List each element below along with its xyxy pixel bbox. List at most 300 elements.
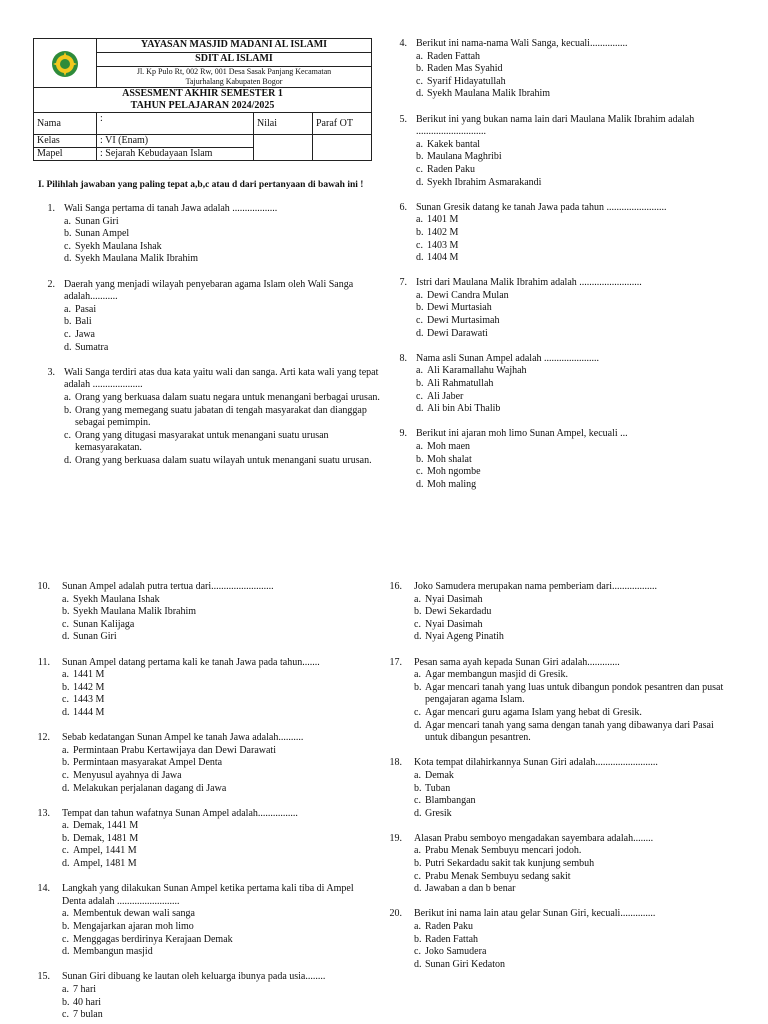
answer-option[interactable] bbox=[416, 454, 736, 467]
option-text: Jawa bbox=[75, 328, 95, 340]
question-text: Sunan Ampel adalah putra tertua dari......................... bbox=[62, 581, 274, 592]
answer-option[interactable] bbox=[414, 669, 736, 682]
option-letter: d. bbox=[414, 807, 422, 819]
question-text: Kota tempat dilahirkannya Sunan Giri adalah......................... bbox=[414, 757, 658, 769]
question-body bbox=[416, 202, 736, 265]
school-year: TAHUN PELAJARAN 2024/2025 bbox=[130, 100, 275, 111]
class-label: Kelas bbox=[34, 135, 97, 148]
address-line-2: Tajurhalang Kabupaten Bogor bbox=[185, 76, 283, 86]
option-text: Raden Paku bbox=[425, 921, 474, 933]
question-number: 12. bbox=[37, 732, 50, 744]
instruction: I. Pilihlah jawaban yang paling tepat a,b,c atau d dari pertanyaan di bawah ini ! bbox=[38, 180, 364, 190]
answer-option[interactable] bbox=[64, 455, 382, 468]
option-list bbox=[62, 745, 370, 795]
answer-option[interactable] bbox=[414, 720, 736, 745]
option-text: Dewi Sekardadu bbox=[425, 606, 492, 618]
option-text: Moh maling bbox=[427, 478, 477, 490]
option-text: Menggagas berdirinya Kerajaan Demak bbox=[73, 933, 233, 945]
option-letter: a. bbox=[416, 365, 423, 377]
answer-option[interactable] bbox=[414, 682, 736, 707]
answer-option[interactable] bbox=[62, 669, 370, 682]
option-text: Ampel, 1481 M bbox=[73, 858, 137, 870]
question-number: 13. bbox=[37, 807, 50, 819]
answer-option[interactable] bbox=[62, 997, 370, 1010]
school-logo-icon bbox=[50, 49, 80, 79]
option-letter: b. bbox=[414, 606, 422, 618]
option-letter: a. bbox=[416, 138, 423, 150]
option-letter: c. bbox=[416, 239, 423, 251]
option-text: Raden Fattah bbox=[425, 933, 479, 945]
answer-option[interactable] bbox=[416, 302, 736, 315]
answer-option[interactable] bbox=[416, 378, 736, 391]
option-text: Nyai Dasimah bbox=[425, 593, 483, 605]
answer-option[interactable] bbox=[416, 391, 736, 404]
answer-option[interactable] bbox=[416, 151, 736, 164]
question-text: Sunan Giri dibuang ke lautan oleh keluarga ibunya pada usia........ bbox=[62, 971, 326, 983]
question-body bbox=[62, 971, 370, 1021]
option-letter: b. bbox=[414, 858, 422, 870]
questions-column-1 bbox=[38, 203, 382, 467]
option-letter: a. bbox=[62, 669, 69, 681]
question-text: Alasan Prabu semboyo mengadakan sayembara adalah........ bbox=[414, 832, 654, 844]
option-text: Mengajarkan ajaran moh limo bbox=[73, 921, 194, 933]
option-letter: b. bbox=[62, 996, 70, 1008]
question-18 bbox=[388, 757, 736, 820]
question-text: Sunan Gresik datang ke tanah Jawa pada tahun ........................ bbox=[416, 201, 667, 213]
answer-option[interactable] bbox=[414, 871, 736, 884]
option-letter: a. bbox=[64, 303, 71, 315]
option-letter: c. bbox=[414, 870, 421, 882]
option-text: 1443 M bbox=[73, 694, 105, 706]
logo-cell bbox=[34, 39, 97, 88]
option-letter: a. bbox=[414, 921, 421, 933]
header-table bbox=[33, 38, 372, 161]
answer-option[interactable] bbox=[416, 315, 736, 328]
subject-label: Mapel bbox=[34, 148, 97, 161]
option-letter: b. bbox=[416, 151, 424, 163]
answer-option[interactable] bbox=[416, 466, 736, 479]
answer-option[interactable] bbox=[416, 441, 736, 454]
option-letter: b. bbox=[414, 933, 422, 945]
option-list bbox=[62, 820, 370, 870]
question-text: Langkah yang dilakukan Sunan Ampel ketika pertama kali tiba di Ampel Denta adalah ......................... bbox=[62, 883, 354, 907]
question-5 bbox=[390, 114, 736, 190]
question-body bbox=[62, 732, 370, 795]
option-letter: c. bbox=[62, 845, 69, 857]
option-text: Syekh Maulana Ishak bbox=[73, 593, 160, 605]
option-text: Demak bbox=[425, 769, 454, 781]
parent-sign-box[interactable] bbox=[313, 135, 372, 161]
question-text: Daerah yang menjadi wilayah penyebaran agama Islam oleh Wali Sanga adalah........... bbox=[64, 278, 354, 303]
school-address bbox=[97, 66, 372, 87]
question-16 bbox=[388, 581, 736, 644]
option-letter: c. bbox=[62, 933, 69, 945]
option-letter: d. bbox=[414, 883, 422, 895]
answer-option[interactable] bbox=[416, 164, 736, 177]
name-label: Nama bbox=[34, 113, 97, 135]
answer-option[interactable] bbox=[416, 177, 736, 190]
option-letter: c. bbox=[414, 795, 421, 807]
option-letter: b. bbox=[416, 378, 424, 390]
question-text: Sunan Ampel datang pertama kali ke tanah Jawa pada tahun....... bbox=[62, 656, 320, 668]
option-letter: b. bbox=[416, 453, 424, 465]
question-12 bbox=[36, 732, 370, 795]
answer-option[interactable] bbox=[414, 619, 736, 632]
answer-option[interactable] bbox=[416, 290, 736, 303]
foundation-name: YAYASAN MASJID MADANI AL ISLAMI bbox=[97, 39, 372, 53]
option-text: Maulana Maghribi bbox=[427, 151, 502, 163]
answer-option[interactable] bbox=[64, 241, 382, 254]
option-text: Orang yang memegang suatu jabatan di tengah masyarakat dan dianggap sebagai pemimpin. bbox=[75, 404, 367, 429]
option-letter: a. bbox=[62, 744, 69, 756]
answer-option[interactable] bbox=[64, 329, 382, 342]
option-text: Orang yang ditugasi masyarakat untuk menangani suatu urusan kemasyarakatan. bbox=[75, 429, 329, 454]
option-letter: c. bbox=[64, 429, 71, 441]
exam-title-cell bbox=[34, 88, 372, 113]
option-letter: d. bbox=[416, 403, 424, 415]
option-list bbox=[414, 921, 736, 971]
option-text: Agar mencari guru agama Islam yang hebat di Gresik. bbox=[425, 706, 642, 718]
option-text: 7 hari bbox=[73, 984, 97, 995]
option-text: 1402 M bbox=[427, 226, 459, 238]
answer-option[interactable] bbox=[64, 392, 382, 405]
option-text: Joko Samudera bbox=[425, 946, 487, 958]
answer-option[interactable] bbox=[414, 606, 736, 619]
option-text: Moh ngombe bbox=[427, 466, 481, 478]
answer-option[interactable] bbox=[62, 745, 370, 758]
question-body bbox=[416, 114, 736, 190]
option-text: Raden Paku bbox=[427, 163, 476, 175]
option-text: 7 bulan bbox=[73, 1009, 103, 1021]
option-letter: d. bbox=[64, 341, 72, 353]
answer-option[interactable] bbox=[62, 619, 370, 632]
option-text: Sunan Ampel bbox=[75, 228, 130, 240]
question-body bbox=[64, 203, 382, 266]
option-letter: b. bbox=[62, 757, 70, 769]
question-17 bbox=[388, 657, 736, 745]
answer-option[interactable] bbox=[416, 240, 736, 253]
option-letter: a. bbox=[414, 845, 421, 857]
option-text: Sunan Giri Kedaton bbox=[425, 958, 505, 970]
option-letter: b. bbox=[416, 63, 424, 75]
answer-option[interactable] bbox=[416, 252, 736, 265]
option-letter: b. bbox=[414, 681, 422, 693]
option-text: Syekh Maulana Malik Ibrahim bbox=[427, 88, 551, 100]
option-letter: a. bbox=[64, 215, 71, 227]
answer-option[interactable] bbox=[416, 365, 736, 378]
option-text: Sumatra bbox=[75, 341, 109, 353]
answer-option[interactable] bbox=[62, 820, 370, 833]
option-letter: a. bbox=[416, 214, 423, 226]
answer-option[interactable] bbox=[62, 908, 370, 921]
option-letter: d. bbox=[62, 858, 70, 870]
option-text: Dewi Darawati bbox=[427, 327, 488, 339]
question-number: 11. bbox=[37, 656, 50, 668]
option-text: Sunan Giri bbox=[73, 631, 117, 643]
question-number: 3. bbox=[47, 366, 55, 378]
option-text: Demak, 1481 M bbox=[73, 832, 139, 844]
answer-option[interactable] bbox=[416, 479, 736, 492]
answer-option[interactable] bbox=[62, 694, 370, 707]
option-letter: c. bbox=[64, 240, 71, 252]
option-text: Dewi Candra Mulan bbox=[427, 289, 509, 301]
answer-option[interactable] bbox=[416, 227, 736, 240]
option-text: Jawaban a dan b benar bbox=[425, 883, 516, 895]
option-text: Membentuk dewan wali sanga bbox=[73, 908, 195, 920]
question-number: 8. bbox=[399, 352, 407, 364]
question-body bbox=[64, 367, 382, 468]
answer-option[interactable] bbox=[64, 316, 382, 329]
question-text: Berikut ini ajaran moh limo Sunan Ampel, kecuali ... bbox=[416, 428, 628, 440]
answer-option[interactable] bbox=[62, 707, 370, 720]
answer-option[interactable] bbox=[64, 405, 382, 430]
score-box[interactable] bbox=[254, 135, 313, 161]
option-letter: a. bbox=[62, 908, 69, 920]
question-text: Wali Sanga pertama di tanah Jawa adalah .................. bbox=[64, 203, 278, 214]
answer-option[interactable] bbox=[62, 631, 370, 644]
question-body bbox=[414, 757, 736, 820]
question-number: 15. bbox=[37, 971, 50, 983]
option-letter: b. bbox=[64, 228, 72, 240]
answer-option[interactable] bbox=[62, 682, 370, 695]
answer-option[interactable] bbox=[62, 833, 370, 846]
question-6 bbox=[390, 202, 736, 265]
option-text: Sunan Kalijaga bbox=[73, 618, 135, 630]
option-letter: d. bbox=[416, 252, 424, 264]
option-letter: a. bbox=[64, 391, 71, 403]
option-letter: d. bbox=[414, 631, 422, 643]
question-text: Pesan sama ayah kepada Sunan Giri adalah............. bbox=[414, 656, 620, 668]
option-text: Raden Fattah bbox=[427, 50, 481, 62]
question-number: 14. bbox=[37, 883, 50, 895]
answer-option[interactable] bbox=[64, 228, 382, 241]
option-text: 1403 M bbox=[427, 239, 459, 251]
question-text: Wali Sanga terdiri atas dua kata yaitu wali dan sanga. Arti kata wali yang tepat adalah .................... bbox=[64, 366, 379, 391]
option-letter: b. bbox=[62, 832, 70, 844]
option-letter: b. bbox=[62, 921, 70, 933]
option-text: Orang yang berkuasa dalam suatu wilayah untuk menangani suatu urusan. bbox=[75, 454, 372, 466]
answer-option[interactable] bbox=[414, 883, 736, 896]
answer-option[interactable] bbox=[64, 430, 382, 455]
answer-option[interactable] bbox=[62, 946, 370, 959]
answer-option[interactable] bbox=[62, 1009, 370, 1022]
option-letter: c. bbox=[416, 390, 423, 402]
option-letter: c. bbox=[414, 946, 421, 958]
parent-sign-label: Paraf OT bbox=[313, 113, 372, 135]
option-text: Putri Sekardadu sakit tak kunjung sembuh bbox=[425, 858, 595, 870]
answer-option[interactable] bbox=[64, 253, 382, 266]
question-body bbox=[414, 908, 736, 971]
answer-option[interactable] bbox=[416, 51, 736, 64]
question-text: Berikut ini nama lain atau gelar Sunan Giri, kecuali.............. bbox=[414, 908, 656, 920]
answer-option[interactable] bbox=[414, 858, 736, 871]
option-text: 1404 M bbox=[427, 252, 459, 264]
option-list bbox=[416, 214, 736, 264]
answer-option[interactable] bbox=[62, 783, 370, 796]
answer-option[interactable] bbox=[414, 921, 736, 934]
option-text: Ali Karamallahu Wajhah bbox=[427, 365, 527, 377]
answer-option[interactable] bbox=[416, 76, 736, 89]
option-text: Permintaan masyarakat Ampel Denta bbox=[73, 757, 223, 769]
option-list bbox=[64, 392, 382, 468]
question-body bbox=[62, 883, 370, 959]
answer-option[interactable] bbox=[414, 934, 736, 947]
question-1 bbox=[38, 203, 382, 266]
answer-option[interactable] bbox=[414, 795, 736, 808]
option-letter: a. bbox=[416, 50, 423, 62]
option-text: Melakukan perjalanan dagang di Jawa bbox=[73, 782, 227, 794]
option-letter: b. bbox=[64, 316, 72, 328]
option-text: Agar mencari tanah yang sama dengan tanah yang dibawanya dari Pasai untuk dibangun pesantren. bbox=[425, 719, 714, 744]
answer-option[interactable] bbox=[62, 984, 370, 997]
option-text: Tuban bbox=[425, 782, 451, 794]
answer-option[interactable] bbox=[414, 707, 736, 720]
option-text: Moh shalat bbox=[427, 453, 472, 465]
answer-option[interactable] bbox=[416, 63, 736, 76]
answer-option[interactable] bbox=[62, 594, 370, 607]
option-letter: a. bbox=[62, 593, 69, 605]
option-list bbox=[416, 441, 736, 491]
questions-column-2 bbox=[390, 38, 736, 491]
option-list bbox=[64, 216, 382, 266]
option-text: Syekh Ibrahim Asmarakandi bbox=[427, 176, 542, 188]
answer-option[interactable] bbox=[64, 342, 382, 355]
question-number: 7. bbox=[399, 277, 407, 289]
answer-option[interactable] bbox=[414, 631, 736, 644]
option-letter: c. bbox=[64, 328, 71, 340]
option-text: Pasai bbox=[75, 303, 97, 315]
option-list bbox=[414, 845, 736, 895]
answer-option[interactable] bbox=[414, 946, 736, 959]
name-field[interactable]: : bbox=[97, 113, 254, 135]
question-text: Nama asli Sunan Ampel adalah ...................... bbox=[416, 352, 600, 364]
answer-option[interactable] bbox=[416, 403, 736, 416]
answer-option[interactable] bbox=[416, 214, 736, 227]
option-letter: d. bbox=[62, 946, 70, 958]
address-line-1: Jl. Kp Pulo Rt, 002 Rw, 001 Desa Sasak Panjang Kecamatan bbox=[136, 67, 332, 77]
answer-option[interactable] bbox=[414, 845, 736, 858]
option-text: Agar membangun masjid di Gresik. bbox=[425, 669, 569, 681]
question-body bbox=[62, 581, 370, 644]
option-text: Ampel, 1441 M bbox=[73, 845, 137, 857]
answer-option[interactable] bbox=[62, 757, 370, 770]
answer-option[interactable] bbox=[62, 858, 370, 871]
question-10 bbox=[36, 581, 370, 644]
question-4 bbox=[390, 38, 736, 101]
option-list bbox=[414, 669, 736, 745]
question-body bbox=[414, 833, 736, 896]
option-letter: d. bbox=[62, 631, 70, 643]
option-letter: c. bbox=[414, 706, 421, 718]
answer-option[interactable] bbox=[62, 606, 370, 619]
answer-option[interactable] bbox=[414, 959, 736, 972]
question-body bbox=[416, 353, 736, 416]
option-text: 1442 M bbox=[73, 681, 105, 693]
option-letter: d. bbox=[416, 176, 424, 188]
option-letter: b. bbox=[414, 782, 422, 794]
answer-option[interactable] bbox=[416, 328, 736, 341]
option-letter: b. bbox=[416, 226, 424, 238]
option-letter: a. bbox=[416, 441, 423, 452]
question-body bbox=[414, 657, 736, 745]
option-letter: c. bbox=[62, 769, 69, 781]
option-text: Prabu Menak Sembuyu sedang sakit bbox=[425, 870, 571, 882]
answer-option[interactable] bbox=[414, 783, 736, 796]
option-text: Agar mencari tanah yang luas untuk dibangun pondok pesantren dan pusat pengajaran agama Islam. bbox=[425, 681, 724, 706]
answer-option[interactable] bbox=[414, 808, 736, 821]
option-letter: d. bbox=[416, 327, 424, 339]
question-3 bbox=[38, 367, 382, 468]
option-text: Ali Rahmatullah bbox=[427, 378, 494, 390]
option-list bbox=[416, 365, 736, 415]
question-number: 20. bbox=[389, 908, 402, 920]
question-number: 19. bbox=[389, 832, 402, 844]
questions-column-4 bbox=[388, 581, 736, 971]
question-body bbox=[62, 657, 370, 720]
answer-option[interactable] bbox=[62, 845, 370, 858]
option-letter: d. bbox=[64, 253, 72, 265]
option-letter: c. bbox=[62, 618, 69, 630]
answer-option[interactable] bbox=[64, 304, 382, 317]
question-number: 2. bbox=[47, 278, 55, 290]
option-letter: a. bbox=[62, 820, 69, 832]
option-letter: a. bbox=[414, 669, 421, 681]
option-text: Membangun masjid bbox=[73, 946, 153, 958]
question-text: Berikut ini yang bukan nama lain dari Maulana Malik Ibrahim adalah ............................ bbox=[416, 113, 695, 138]
option-letter: b. bbox=[62, 606, 70, 618]
option-text: Blambangan bbox=[425, 795, 476, 807]
option-letter: a. bbox=[414, 593, 421, 605]
question-7 bbox=[390, 277, 736, 340]
option-text: 1444 M bbox=[73, 706, 105, 718]
option-letter: d. bbox=[414, 958, 422, 970]
answer-option[interactable] bbox=[62, 921, 370, 934]
option-letter: c. bbox=[416, 75, 423, 87]
option-text: Dewi Murtasiah bbox=[427, 302, 492, 314]
question-20 bbox=[388, 908, 736, 971]
option-list bbox=[414, 770, 736, 820]
option-text: Demak, 1441 M bbox=[73, 820, 139, 832]
question-body bbox=[416, 38, 736, 101]
option-list bbox=[62, 908, 370, 958]
answer-option[interactable] bbox=[414, 594, 736, 607]
option-letter: c. bbox=[414, 618, 421, 630]
question-number: 16. bbox=[389, 581, 402, 592]
answer-option[interactable] bbox=[414, 770, 736, 783]
questions-column-3 bbox=[36, 581, 370, 1022]
answer-option[interactable] bbox=[416, 139, 736, 152]
answer-option[interactable] bbox=[62, 934, 370, 947]
question-2 bbox=[38, 279, 382, 355]
answer-option[interactable] bbox=[64, 216, 382, 229]
answer-option[interactable] bbox=[62, 770, 370, 783]
question-number: 10. bbox=[37, 581, 50, 592]
question-text: Istri dari Maulana Malik Ibrahim adalah ......................... bbox=[416, 277, 642, 289]
option-text: 1441 M bbox=[73, 669, 105, 681]
option-list bbox=[414, 594, 736, 644]
question-8 bbox=[390, 353, 736, 416]
answer-option[interactable] bbox=[416, 88, 736, 101]
option-letter: c. bbox=[416, 163, 423, 175]
option-text: Prabu Menak Sembuyu mencari jodoh. bbox=[425, 845, 582, 857]
option-list bbox=[416, 290, 736, 340]
option-letter: c. bbox=[62, 694, 69, 706]
option-letter: b. bbox=[416, 302, 424, 314]
option-letter: a. bbox=[62, 984, 69, 995]
option-letter: b. bbox=[62, 681, 70, 693]
question-number: 4. bbox=[399, 38, 407, 49]
option-letter: d. bbox=[414, 719, 422, 731]
